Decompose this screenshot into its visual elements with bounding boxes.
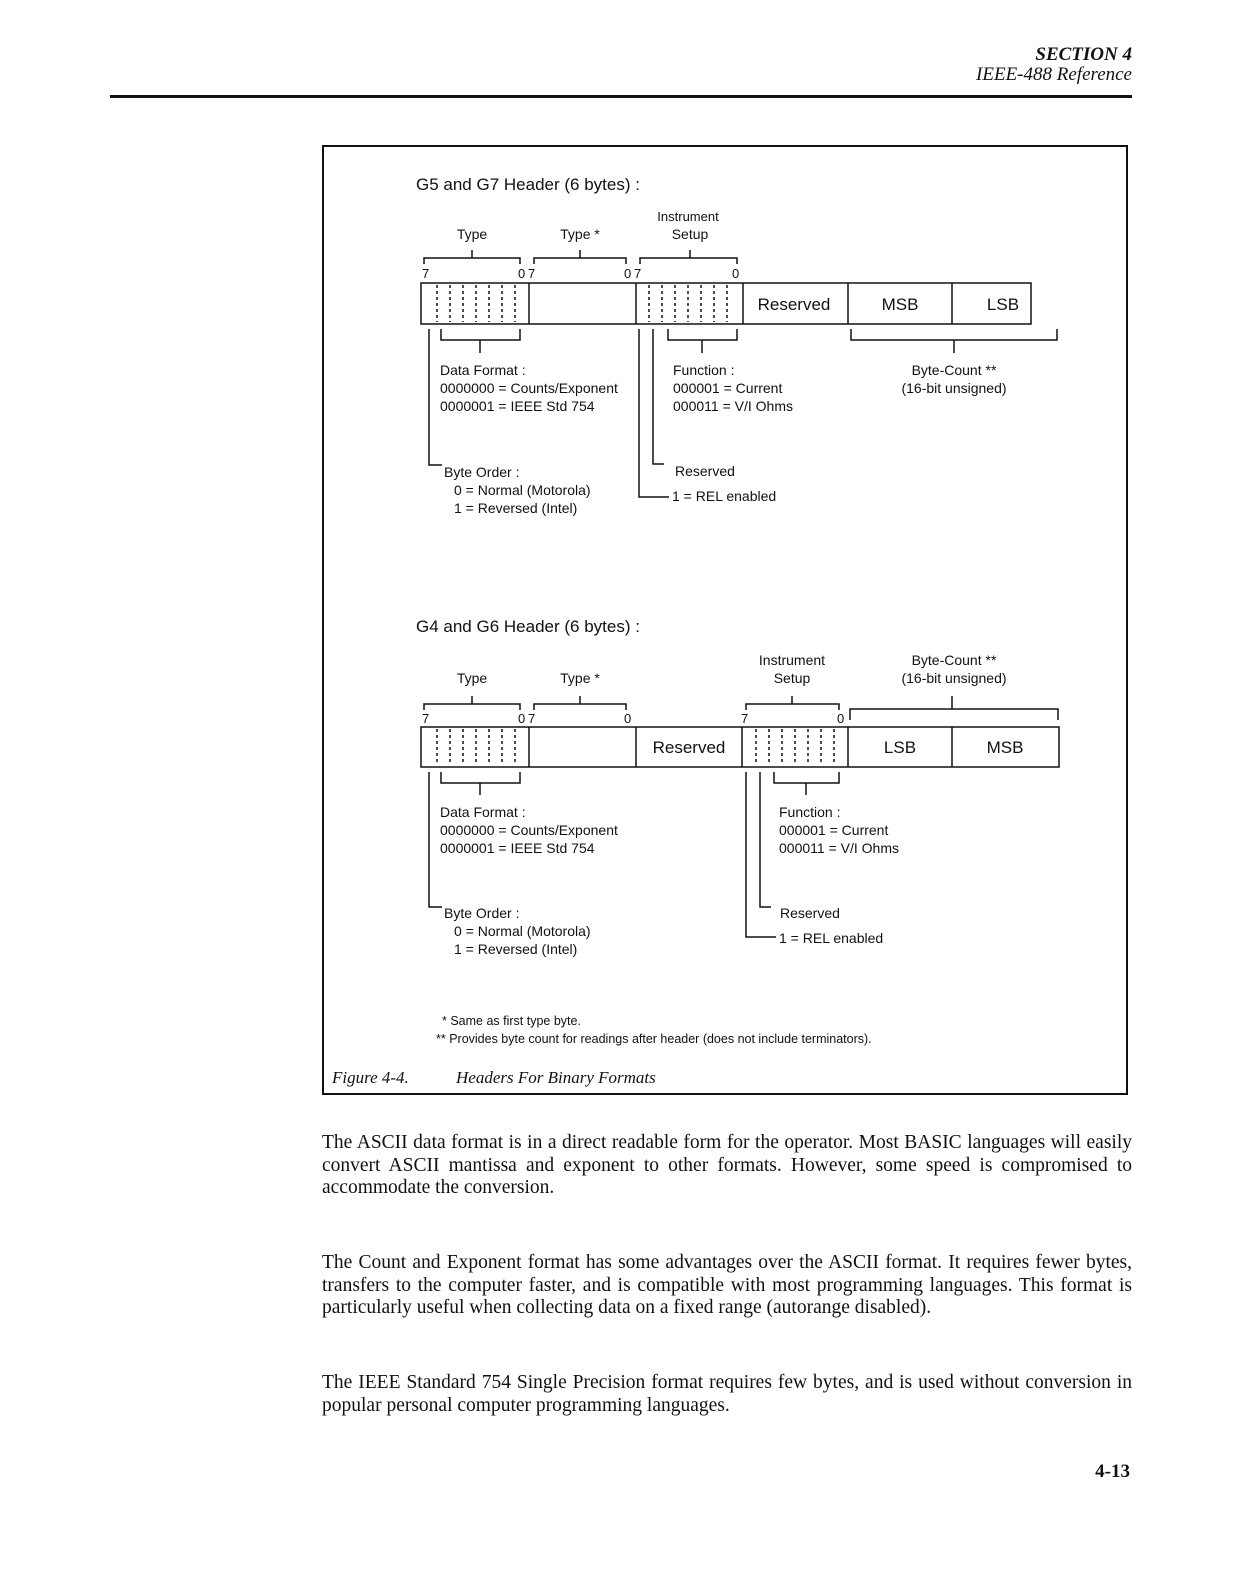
footnote-2: ** Provides byte count for readings after header (does not include terminators). xyxy=(436,1032,872,1046)
figure-caption-number: Figure 4-4. xyxy=(332,1068,409,1087)
paragraph-ascii: The ASCII data format is in a direct readable form for the operator. Most BASIC languages will easily convert ASCII mantissa and exponent to other formats. However, some speed is compromised to accommodate the conversion. xyxy=(322,1132,1132,1198)
d2-rel-enabled: 1 = REL enabled xyxy=(779,930,884,946)
d2-byte-order-0: 0 = Normal (Motorola) xyxy=(454,923,591,939)
d2-reserved-cell: Reserved xyxy=(652,738,726,757)
d1-data-format-0: 0000000 = Counts/Exponent xyxy=(440,380,618,396)
g4-g6-title: G4 and G6 Header (6 bytes) : xyxy=(416,617,640,636)
d1-instrument-label: Instrument xyxy=(657,209,719,224)
paragraph-count-exponent: The Count and Exponent format has some advantages over the ASCII format. It requires fewer bytes, transfers to the computer faster, and is compatible with most programming languages. This format is particularly useful when collecting data on a fixed range (autorange disabled). xyxy=(322,1252,1132,1318)
header-format-diagram xyxy=(324,147,1130,1097)
d2-bit7-c: 7 xyxy=(741,711,749,726)
d1-bit0-b: 0 xyxy=(624,266,632,281)
d1-byte-order-1: 1 = Reversed (Intel) xyxy=(454,500,578,516)
header-rule xyxy=(110,95,1132,98)
d1-function-0: 000001 = Current xyxy=(673,380,783,396)
d2-byte-order-1: 1 = Reversed (Intel) xyxy=(454,941,578,957)
d1-bit0-c: 0 xyxy=(732,266,740,281)
d2-type-label: Type xyxy=(456,670,488,686)
d1-type-label: Type xyxy=(456,226,488,242)
d2-reserved-label: Reserved xyxy=(780,905,840,921)
d2-bit7-a: 7 xyxy=(422,711,430,726)
d2-data-format-title: Data Format : xyxy=(440,804,526,820)
d2-instrument-label: Instrument xyxy=(758,652,826,668)
d1-setup-label: Setup xyxy=(671,226,709,242)
page-number: 4-13 xyxy=(1095,1461,1130,1482)
d1-data-format-1: 0000001 = IEEE Std 754 xyxy=(440,398,595,414)
d2-bit0-b: 0 xyxy=(624,711,632,726)
d2-byte-count: Byte-Count ** xyxy=(911,652,997,668)
d1-byte-count: Byte-Count ** xyxy=(911,362,997,378)
d2-type2-label: Type * xyxy=(560,670,600,686)
d2-bit0-c: 0 xyxy=(837,711,845,726)
g5-g7-title: G5 and G7 Header (6 bytes) : xyxy=(416,175,640,194)
figure-caption xyxy=(332,1068,656,1088)
d1-type2-label: Type * xyxy=(560,226,600,242)
d2-bit0-a: 0 xyxy=(518,711,526,726)
d1-lsb-cell: LSB xyxy=(986,295,1020,314)
running-header-section: SECTION 4 xyxy=(1035,44,1132,65)
running-header-reference: IEEE-488 Reference xyxy=(976,64,1132,85)
figure-caption-title: Headers For Binary Formats xyxy=(456,1068,656,1087)
d2-data-format-0: 0000000 = Counts/Exponent xyxy=(440,822,618,838)
d1-bit0-a: 0 xyxy=(518,266,526,281)
d2-byte-count-sub: (16-bit unsigned) xyxy=(901,670,1007,686)
paragraph-ieee754: The IEEE Standard 754 Single Precision format requires few bytes, and is used without conversion in popular personal computer programming languages. xyxy=(322,1372,1132,1416)
d1-data-format-title: Data Format : xyxy=(440,362,526,378)
d1-msb-cell: MSB xyxy=(881,295,919,314)
d1-byte-count-sub: (16-bit unsigned) xyxy=(901,380,1007,396)
d2-msb-cell: MSB xyxy=(986,738,1024,757)
d2-bit7-b: 7 xyxy=(528,711,536,726)
d1-rel-enabled: 1 = REL enabled xyxy=(672,488,777,504)
d1-reserved-label: Reserved xyxy=(675,463,735,479)
d2-function-title: Function : xyxy=(779,804,841,820)
d1-bit7-b: 7 xyxy=(528,266,536,281)
d2-function-0: 000001 = Current xyxy=(779,822,889,838)
d1-byte-order-0: 0 = Normal (Motorola) xyxy=(454,482,591,498)
d1-function-1: 000011 = V/I Ohms xyxy=(673,398,793,414)
d1-bit7-c: 7 xyxy=(634,266,642,281)
d1-byte-order-title: Byte Order : xyxy=(444,464,520,480)
d2-data-format-1: 0000001 = IEEE Std 754 xyxy=(440,840,595,856)
d2-byte-order-title: Byte Order : xyxy=(444,905,520,921)
d2-function-1: 000011 = V/I Ohms xyxy=(779,840,899,856)
d1-function-title: Function : xyxy=(673,362,735,378)
footnote-1: * Same as first type byte. xyxy=(442,1014,581,1028)
figure-box xyxy=(322,145,1128,1095)
d2-setup-label: Setup xyxy=(773,670,811,686)
d2-lsb-cell: LSB xyxy=(883,738,917,757)
d1-bit7-a: 7 xyxy=(422,266,430,281)
d1-reserved-cell: Reserved xyxy=(757,295,831,314)
